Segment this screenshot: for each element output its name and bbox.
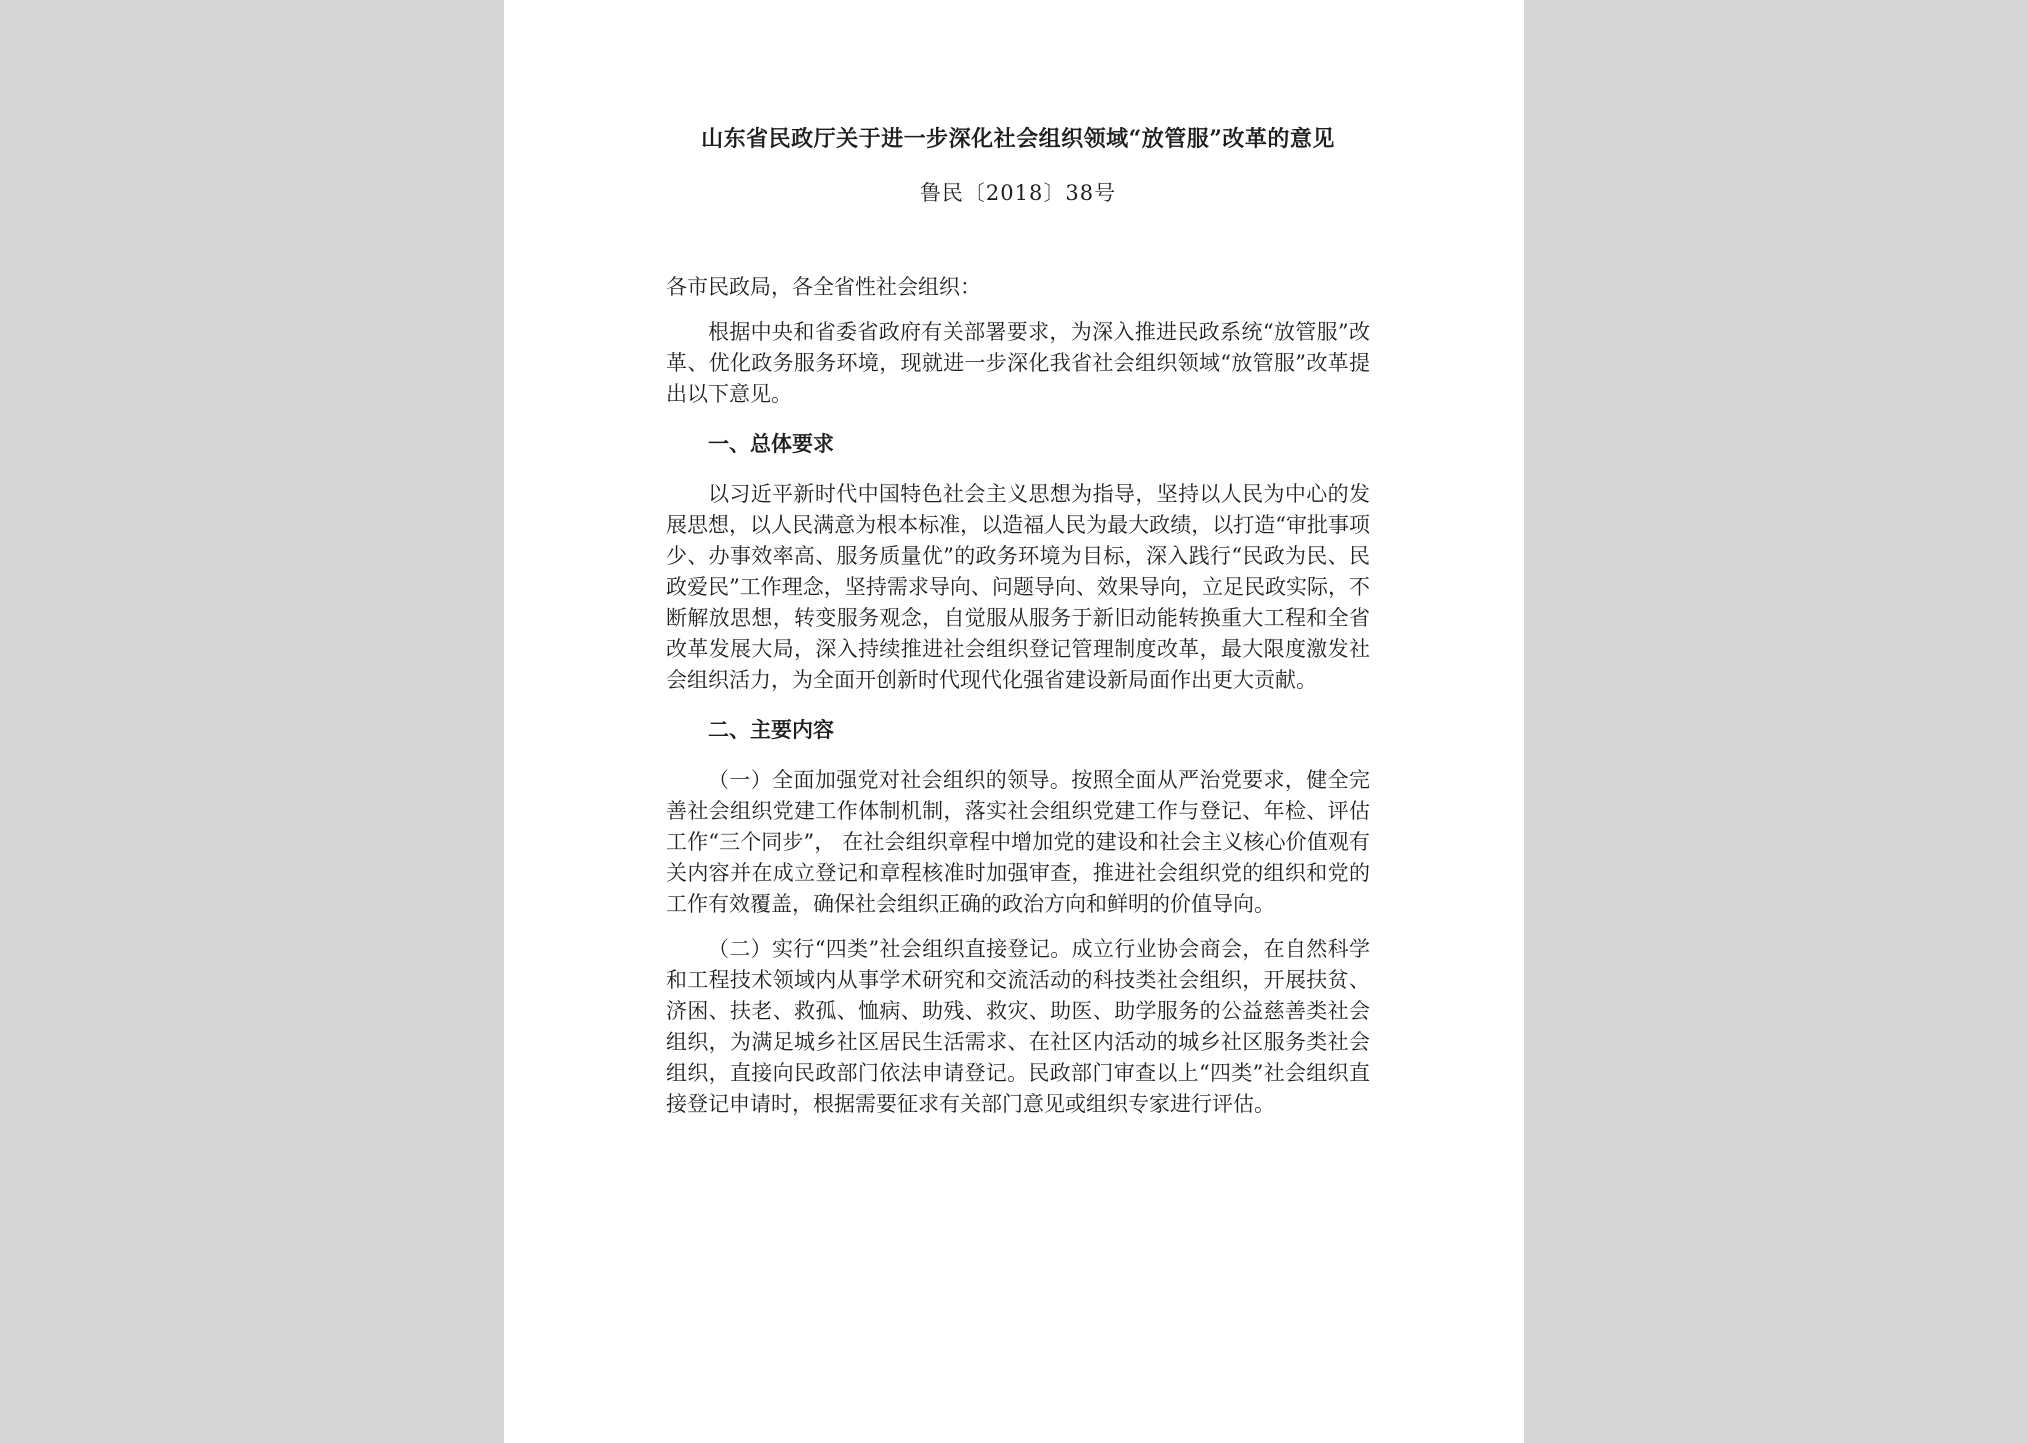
- section-heading-general: 一、总体要求: [708, 431, 834, 456]
- section-heading-main: 二、主要内容: [708, 717, 834, 742]
- document-page: [504, 0, 1524, 1443]
- main-item-1-paragraph: （一）全面加强党对社会组织的领导。按照全面从严治党要求，健全完善社会组织党建工作体制机制，落实社会组织党建工作与登记、年检、评估工作“三个同步”， 在社会组织章程中增加党的建设和社会主义核心价值观有关内容并在成立登记和章程核准时加强审查，推进社会组织党的组织和党的工作有效覆盖，确保社会组织正确的政治方向和鲜明的价值导向。: [666, 768, 1370, 916]
- document-content: [666, 124, 1370, 1120]
- salutation: 各市民政局，各全省性社会组织：: [666, 275, 981, 299]
- section-general-paragraph: 以习近平新时代中国特色社会主义思想为指导，坚持以人民为中心的发展思想，以人民满意为根本标准，以造福人民为最大政绩，以打造“审批事项少、办事效率高、服务质量优”的政务环境为目标，深入践行“民政为民、民政爱民”工作理念，坚持需求导向、问题导向、效果导向，立足民政实际，不断解放思想，转变服务观念，自觉服从服务于新旧动能转换重大工程和全省改革发展大局，深入持续推进社会组织登记管理制度改革，最大限度激发社会组织活力，为全面开创新时代现代化强省建设新局面作出更大贡献。: [666, 482, 1370, 692]
- main-item-2-paragraph: （二）实行“四类”社会组织直接登记。成立行业协会商会，在自然科学和工程技术领域内从事学术研究和交流活动的科技类社会组织，开展扶贫、济困、扶老、救孤、恤病、助残、救灾、助医、助学服务的公益慈善类社会组织，为满足城乡社区居民生活需求、在社区内活动的城乡社区服务类社会组织，直接向民政部门依法申请登记。民政部门审查以上“四类”社会组织直接登记申请时，根据需要征求有关部门意见或组织专家进行评估。: [666, 937, 1370, 1116]
- document-title: 山东省民政厅关于进一步深化社会组织领域“放管服”改革的意见: [701, 126, 1335, 152]
- document-number: 鲁民〔2018〕38号: [919, 181, 1117, 205]
- intro-paragraph: 根据中央和省委省政府有关部署要求，为深入推进民政系统“放管服”改革、优化政务服务环境，现就进一步深化我省社会组织领域“放管服”改革提出以下意见。: [666, 320, 1370, 406]
